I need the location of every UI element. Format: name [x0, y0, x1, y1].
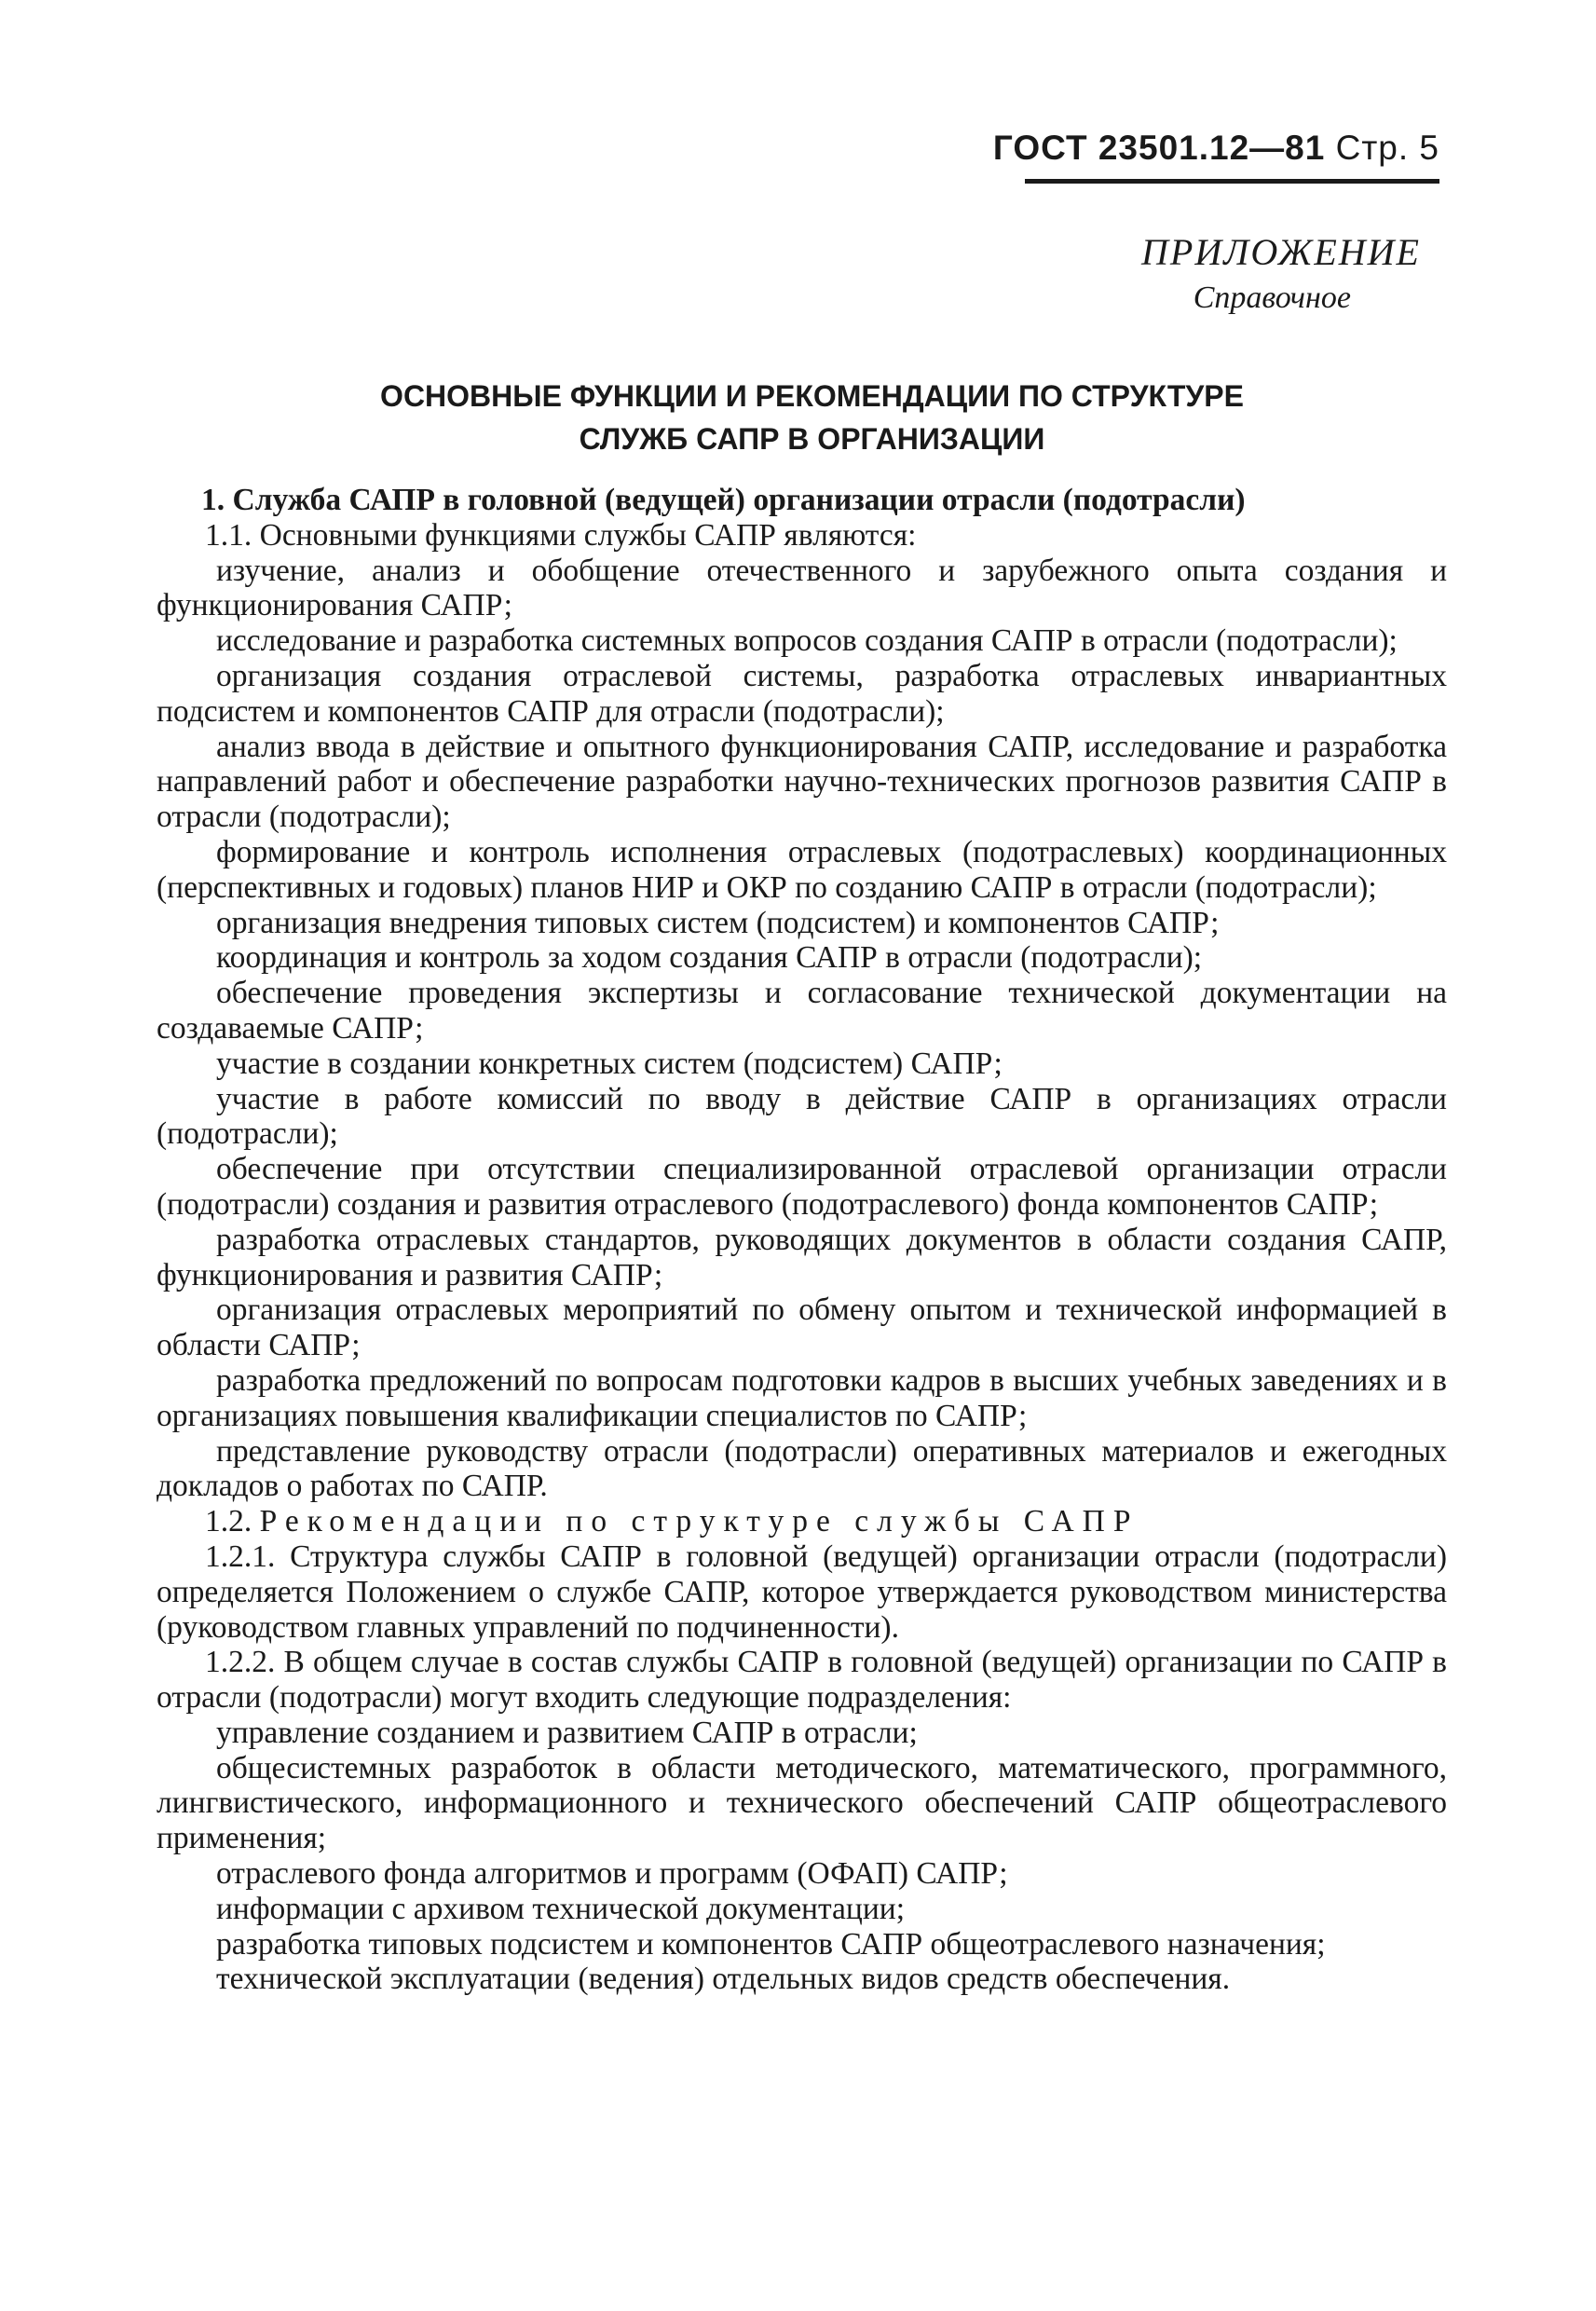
- function-item: участие в создании конкретных систем (подсистем) САПР;: [216, 1046, 1003, 1081]
- function-item: изучение, анализ и обобщение отечественного и зарубежного опыта создания и функционирования САПР;: [157, 553, 1447, 623]
- function-item: обеспечение проведения экспертизы и согласование технической документации на создаваемые САПР;: [157, 976, 1447, 1046]
- subsection-1-2-heading: [157, 1504, 1447, 1539]
- function-item: организация отраслевых мероприятий по обмену опытом и технической информацией в области САПР;: [157, 1292, 1447, 1363]
- function-item: формирование и контроль исполнения отраслевых (подотраслевых) координационных (перспективных и годовых) планов НИР и ОКР по созданию САПР в отрасли (подотрасли);: [157, 834, 1447, 905]
- unit-item: технической эксплуатации (ведения) отдельных видов средств обеспечения.: [216, 1962, 1231, 1997]
- appendix-title: ПРИЛОЖЕНИЕ: [1141, 231, 1421, 273]
- function-item: организация создания отраслевой системы, разработка отраслевых инвариантных подсистем и компонентов САПР для отрасли (подотрасли);: [157, 658, 1447, 729]
- function-item: координация и контроль за ходом создания САПР в отрасли (подотрасли);: [216, 940, 1203, 976]
- title-line-2: СЛУЖБ САПР В ОРГАНИЗАЦИИ: [579, 422, 1045, 456]
- appendix-label: [1141, 228, 1439, 320]
- function-item: разработка предложений по вопросам подготовки кадров в высших учебных заведениях и в организациях повышения квалификации специалистов по САПР;: [157, 1362, 1447, 1433]
- function-item: разработка отраслевых стандартов, руководящих документов в области создания САПР, функционирования и развития САПР;: [157, 1222, 1447, 1292]
- header-rule: [1025, 179, 1439, 184]
- appendix-subtitle: Справочное: [1193, 280, 1351, 315]
- function-item: исследование и разработка системных вопросов создания САПР в отрасли (подотрасли);: [216, 623, 1398, 659]
- section-1-heading: 1. Служба САПР в головной (ведущей) организации отрасли (подотрасли): [201, 483, 1246, 517]
- unit-item: информации с архивом технической документации;: [216, 1891, 905, 1926]
- function-item: анализ ввода в действие и опытного функционирования САПР, исследование и разработка направлений работ и обеспечение разработки научно-технических прогнозов развития САПР в отрасли (подотрасли);: [157, 729, 1447, 835]
- subsection-1-2-title: Рекомендации по структуре службы САПР: [259, 1504, 1139, 1539]
- function-item: обеспечение при отсутствии специализированной отраслевой организации отрасли (подотрасли) создания и развития отраслевого (подотраслевого) фонда компонентов САПР;: [157, 1152, 1447, 1222]
- standard-number: ГОСТ 23501.12—81: [992, 129, 1326, 167]
- function-item: участие в работе комиссий по вводу в действие САПР в организациях отрасли (подотрасли);: [157, 1081, 1447, 1152]
- function-item: организация внедрения типовых систем (подсистем) и компонентов САПР;: [216, 905, 1220, 940]
- document-body: [157, 483, 1447, 1997]
- header-text: [993, 129, 1439, 168]
- title-line-1: ОСНОВНЫЕ ФУНКЦИИ И РЕКОМЕНДАЦИИ ПО СТРУКТУРЕ: [380, 379, 1244, 413]
- subsection-1-1-intro: 1.1. Основными функциями службы САПР являются:: [205, 517, 917, 553]
- unit-item: отраслевого фонда алгоритмов и программ (ОФАП) САПР;: [216, 1856, 1008, 1892]
- unit-item: разработка типовых подсистем и компонентов САПР общеотраслевого назначения;: [216, 1926, 1326, 1962]
- page-number: Стр. 5: [1335, 129, 1439, 167]
- unit-item: общесистемных разработок в области методического, математического, программного, лингвистического, информационного и технического обеспечений САПР общеотраслевого применения;: [157, 1750, 1447, 1856]
- paragraph-1-2-1: 1.2.1. Структура службы САПР в головной (ведущей) организации отрасли (подотрасли) определяется Положением о службе САПР, которое утверждается руководством министерства (руководством главных управлений по подчиненности).: [157, 1538, 1447, 1645]
- unit-item: управление созданием и развитием САПР в отрасли;: [216, 1715, 918, 1750]
- function-item: представление руководству отрасли (подотрасли) оперативных материалов и ежегодных докладов о работах по САПР.: [157, 1433, 1447, 1504]
- paragraph-1-2-2: 1.2.2. В общем случае в состав службы САПР в головной (ведущей) организации по САПР в отрасли (подотрасли) могут входить следующие подразделения:: [157, 1645, 1447, 1716]
- document-title: [0, 375, 1596, 460]
- subsection-1-2-number: 1.2.: [205, 1504, 252, 1539]
